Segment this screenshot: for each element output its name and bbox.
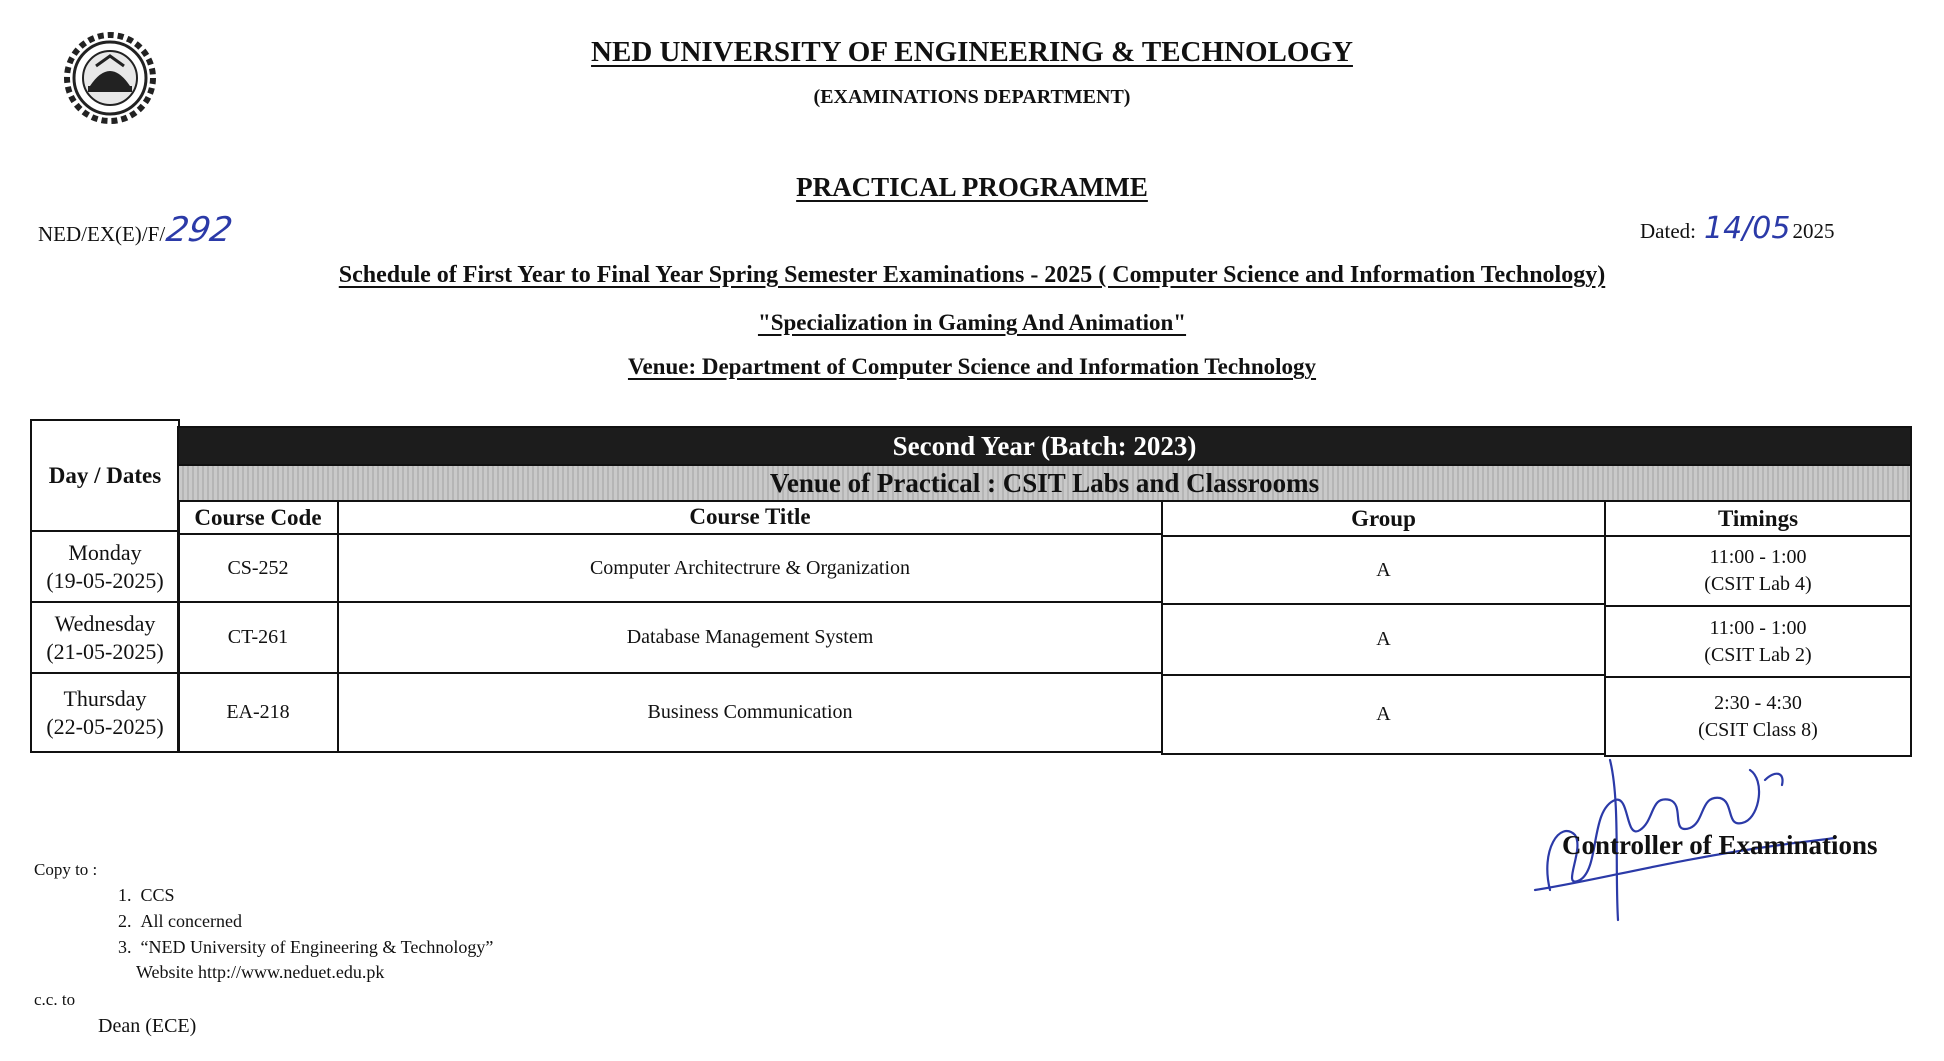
row-room: (CSIT Lab 2) bbox=[1704, 643, 1812, 666]
practical-schedule-table bbox=[30, 419, 1912, 759]
copy-item-number: 3. bbox=[118, 937, 132, 957]
table-row-2-code bbox=[177, 601, 339, 674]
copy-item-number: 2. bbox=[118, 911, 132, 931]
row-group: A bbox=[1376, 628, 1391, 650]
copy-item-text: All concerned bbox=[140, 911, 242, 931]
row-course-code: CS-252 bbox=[227, 556, 289, 579]
dated-handwritten: 14/05 bbox=[1703, 211, 1791, 246]
row-day: Monday bbox=[68, 539, 142, 565]
copy-item-2 bbox=[118, 911, 242, 932]
specialization-title: "Specialization in Gaming And Animation" bbox=[757, 310, 1187, 335]
row-room: (CSIT Lab 4) bbox=[1704, 573, 1812, 595]
row-course-title: Business Communication bbox=[647, 701, 853, 723]
row-date: (19-05-2025) bbox=[46, 567, 164, 593]
table-row-3-code bbox=[177, 672, 339, 753]
timings-header-cell bbox=[1604, 500, 1912, 537]
cc-recipient: Dean (ECE) bbox=[98, 1015, 197, 1037]
row-room: (CSIT Class 8) bbox=[1698, 718, 1818, 741]
course-code-header-cell bbox=[177, 500, 339, 535]
department-name: (EXAMINATIONS DEPARTMENT) bbox=[813, 86, 1131, 108]
venue-title: Venue: Department of Computer Science and Information Technology bbox=[627, 354, 1317, 379]
row-course-code: CT-261 bbox=[227, 626, 289, 648]
dated-year: 2025 bbox=[1792, 219, 1835, 243]
venue-header: Venue of Practical : CSIT Labs and Classrooms bbox=[769, 467, 1320, 498]
group-header: Group bbox=[1351, 505, 1416, 531]
table-row-2-group bbox=[1161, 603, 1606, 676]
row-course-title: Computer Architectrure & Organization bbox=[589, 556, 911, 579]
table-row-2-timings bbox=[1604, 605, 1912, 678]
reference-prefix: NED/EX(E)/F/ bbox=[38, 222, 166, 246]
table-row-2-title bbox=[337, 601, 1163, 674]
table-row-1-group bbox=[1161, 535, 1606, 605]
row-course-title: Database Management System bbox=[626, 626, 874, 648]
row-group: A bbox=[1376, 558, 1391, 581]
course-code-header: Course Code bbox=[194, 504, 322, 530]
cc-label: c.c. to bbox=[34, 990, 76, 1009]
programme-title: PRACTICAL PROGRAMME bbox=[796, 172, 1148, 202]
table-row-3-day bbox=[30, 672, 180, 753]
course-title-header: Course Title bbox=[689, 504, 811, 529]
course-title-header-cell bbox=[337, 500, 1163, 535]
row-course-code: EA-218 bbox=[226, 701, 290, 723]
copy-item-text: “NED University of Engineering & Technology” bbox=[140, 937, 494, 957]
row-time: 11:00 - 1:00 bbox=[1709, 546, 1807, 568]
table-row-1-day bbox=[30, 530, 180, 603]
schedule-title: Schedule of First Year to Final Year Spring Semester Examinations - 2025 ( Computer Science and Information Technology) bbox=[338, 262, 1606, 288]
batch-header-cell bbox=[177, 426, 1912, 466]
row-date: (22-05-2025) bbox=[46, 713, 164, 739]
group-header-cell bbox=[1161, 500, 1606, 537]
reference-number bbox=[38, 210, 236, 250]
dated-label: Dated: bbox=[1640, 219, 1696, 243]
website-line: Website http://www.neduet.edu.pk bbox=[136, 962, 385, 982]
row-day: Wednesday bbox=[54, 610, 156, 636]
row-date: (21-05-2025) bbox=[46, 638, 164, 664]
table-row-2-day bbox=[30, 601, 180, 674]
copy-to-label: Copy to : bbox=[34, 860, 98, 879]
reference-handwritten-number: 292 bbox=[163, 210, 236, 250]
copy-item-text: CCS bbox=[140, 885, 175, 905]
copy-item-3 bbox=[118, 937, 493, 958]
copy-item-number: 1. bbox=[118, 885, 132, 905]
table-row-3-title bbox=[337, 672, 1163, 753]
timings-header: Timings bbox=[1717, 505, 1799, 531]
copy-item-1 bbox=[118, 885, 175, 906]
university-name: NED UNIVERSITY OF ENGINEERING & TECHNOLOGY bbox=[591, 36, 1353, 68]
venue-header-cell bbox=[177, 464, 1912, 502]
row-group: A bbox=[1376, 703, 1391, 725]
day-dates-header-cell bbox=[30, 419, 180, 532]
batch-header: Second Year (Batch: 2023) bbox=[892, 430, 1197, 461]
row-time: 2:30 - 4:30 bbox=[1714, 691, 1802, 714]
table-row-1-timings bbox=[1604, 535, 1912, 607]
table-row-1-title bbox=[337, 533, 1163, 603]
day-dates-header: Day / Dates bbox=[48, 462, 162, 488]
row-day: Thursday bbox=[63, 685, 147, 711]
date-line bbox=[1640, 211, 1835, 246]
table-row-1-code bbox=[177, 533, 339, 603]
controller-of-examinations: Controller of Examinations bbox=[1562, 830, 1878, 860]
row-time: 11:00 - 1:00 bbox=[1709, 616, 1807, 639]
